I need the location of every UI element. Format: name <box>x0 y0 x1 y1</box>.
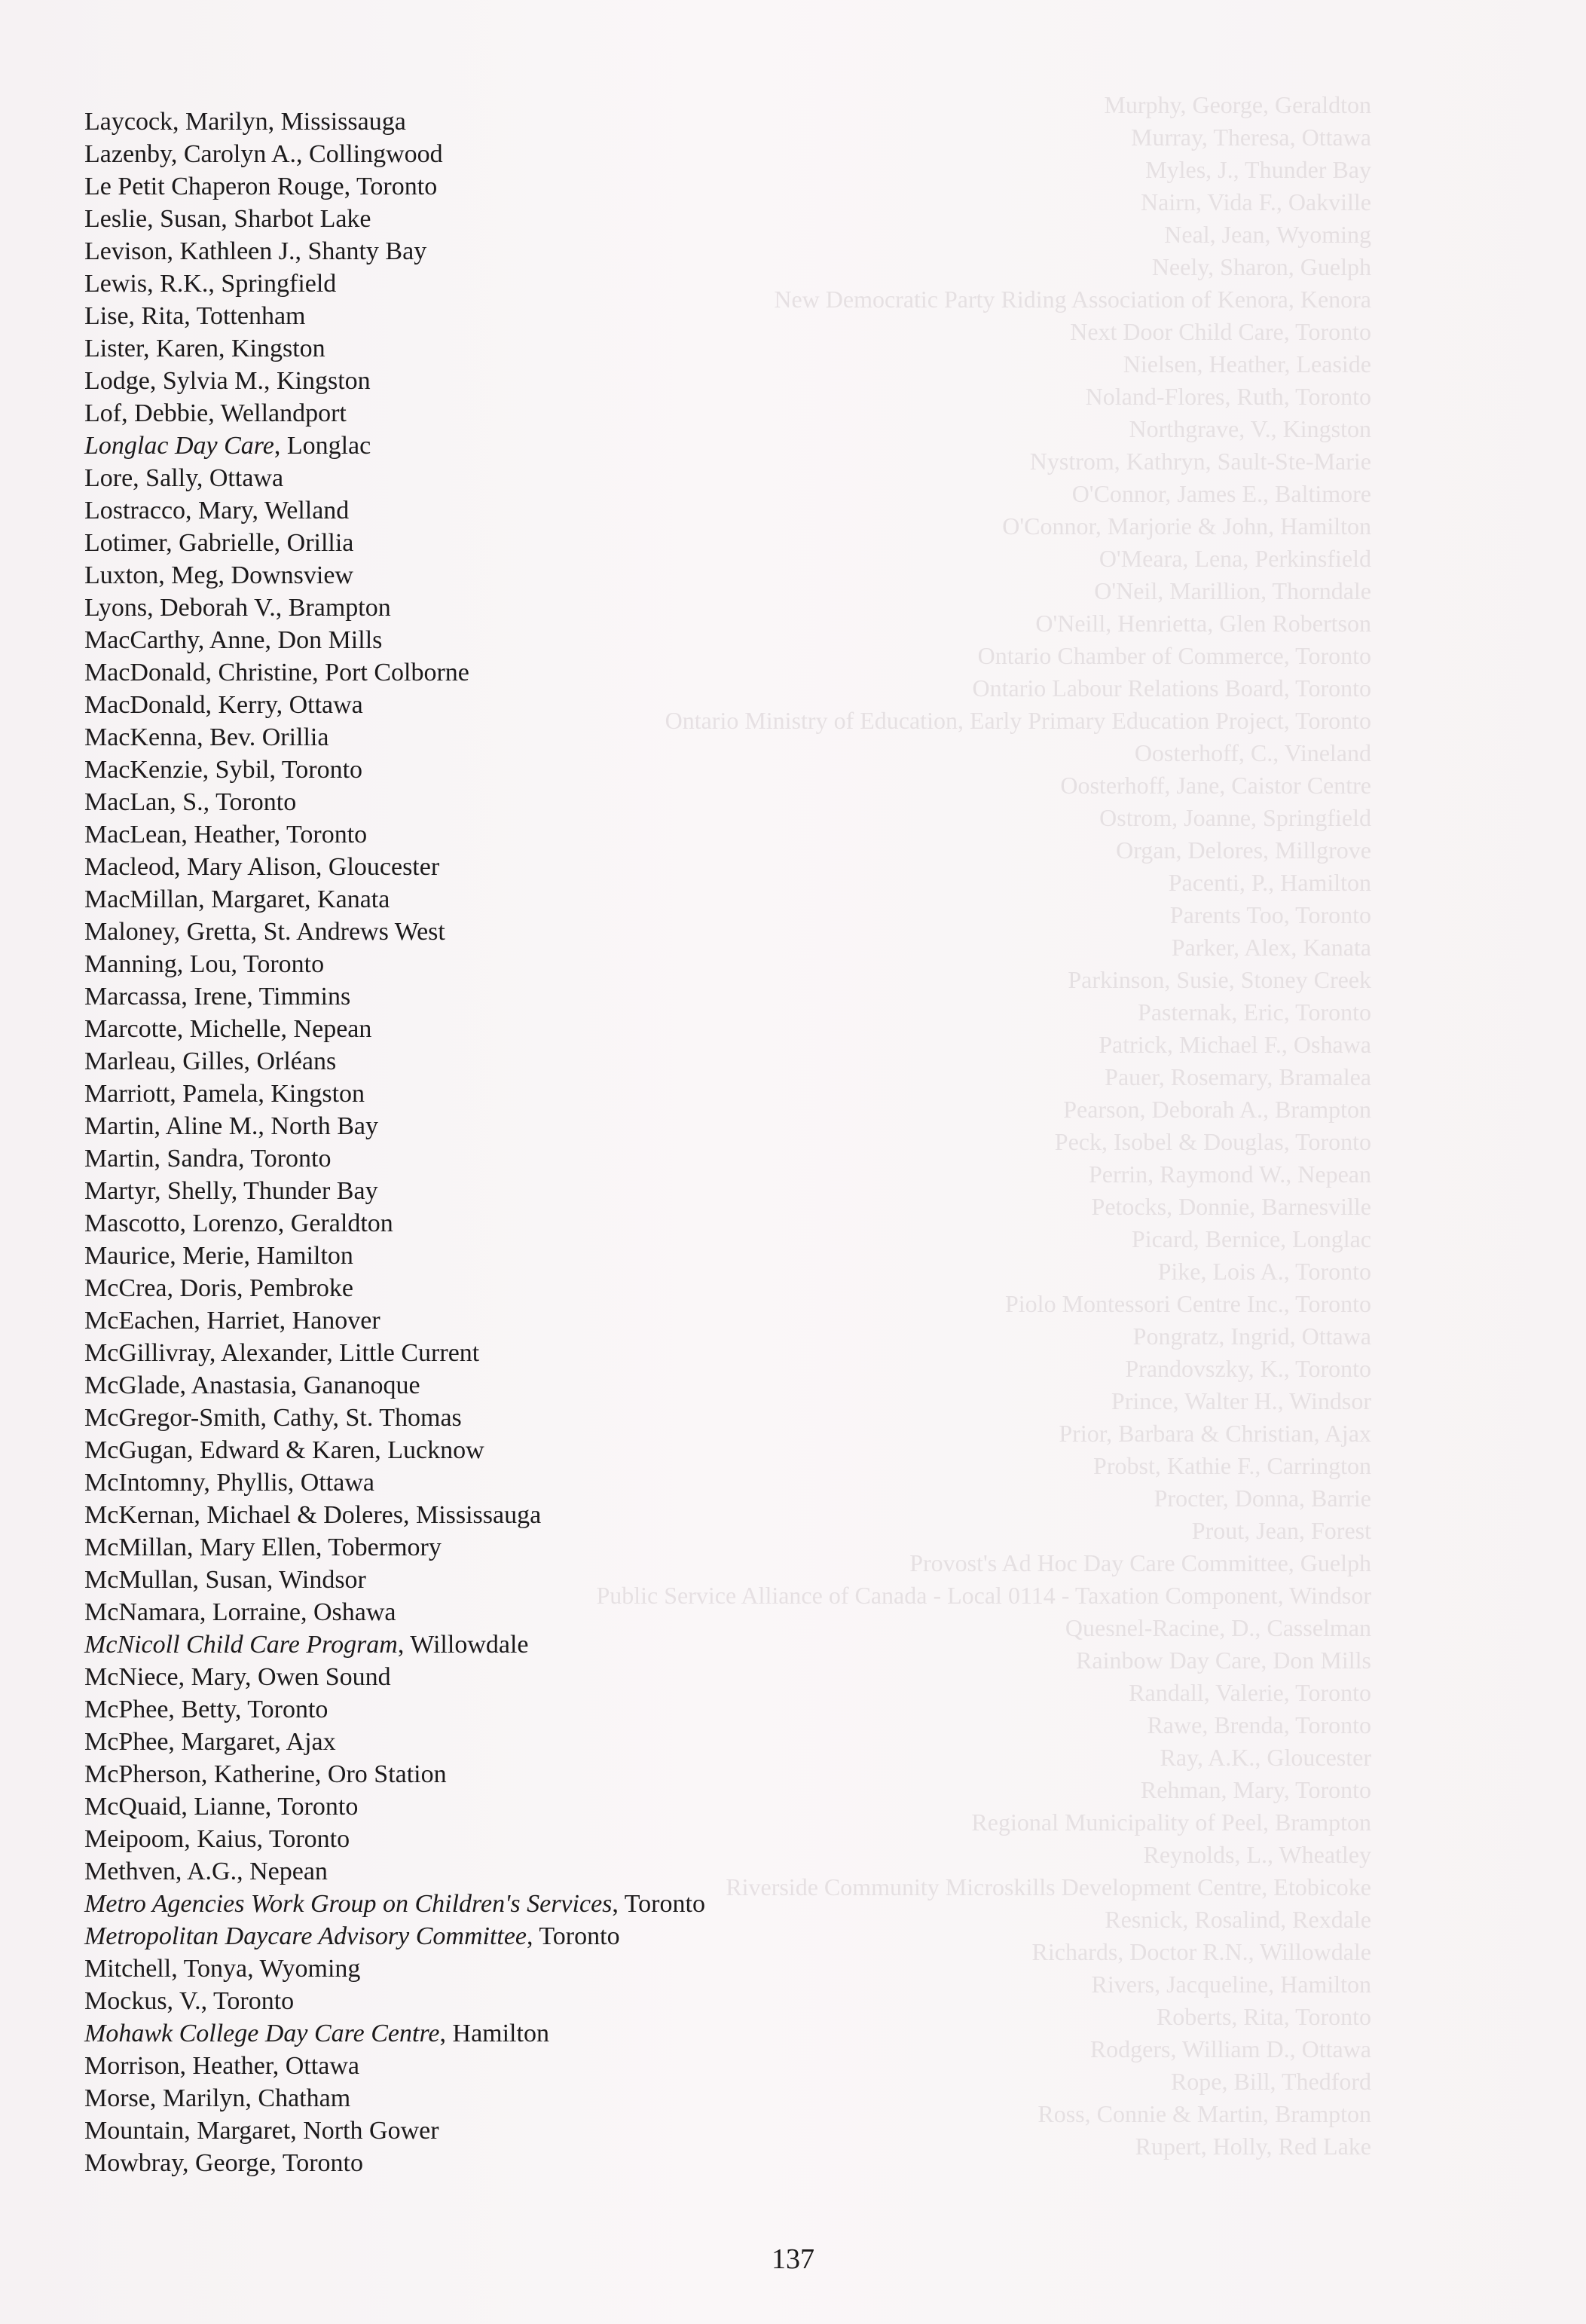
list-item <box>84 1369 853 1402</box>
entry-text: McIntomny, Phyllis, Ottawa <box>84 1469 374 1497</box>
entry-text: Morse, Marilyn, Chatham <box>84 2084 351 2112</box>
bleed-through-line: Peck, Isobel & Douglas, Toronto <box>1054 1128 1371 1155</box>
entry-text: McGregor-Smith, Cathy, St. Thomas <box>84 1404 462 1432</box>
list-item <box>84 2082 853 2115</box>
list-item <box>84 1855 853 1888</box>
list-item <box>84 624 853 656</box>
bleed-through-line: Northgrave, V., Kingston <box>1129 415 1371 442</box>
bleed-through-line: Resnick, Rosalind, Rexdale <box>1105 1906 1371 1933</box>
bleed-through-line: Pasternak, Eric, Toronto <box>1138 998 1371 1026</box>
list-item <box>84 1304 853 1337</box>
name-list <box>84 105 853 2179</box>
list-item <box>84 1142 853 1175</box>
list-item <box>84 365 853 397</box>
list-item <box>84 559 853 592</box>
organization-name: Mohawk College Day Care Centre <box>84 2020 440 2047</box>
organization-name: Metropolitan Daycare Advisory Committee <box>84 1922 527 1950</box>
list-item <box>84 851 853 883</box>
entry-text: Mowbray, George, Toronto <box>84 2149 363 2177</box>
bleed-through-line: Petocks, Donnie, Barnesville <box>1091 1193 1371 1220</box>
bleed-through-line: Ray, A.K., Gloucester <box>1160 1744 1371 1771</box>
entry-text: McPhee, Margaret, Ajax <box>84 1728 336 1756</box>
bleed-through-line: Rawe, Brenda, Toronto <box>1147 1711 1371 1738</box>
bleed-through-line: Pike, Lois A., Toronto <box>1157 1258 1371 1285</box>
bleed-through-line: Organ, Delores, Millgrove <box>1116 836 1371 864</box>
bleed-through-line: Murphy, George, Geraldton <box>1104 91 1371 118</box>
bleed-through-line: Prior, Barbara & Christian, Ajax <box>1059 1420 1371 1447</box>
list-item <box>84 138 853 170</box>
entry-text: Lyons, Deborah V., Brampton <box>84 594 391 622</box>
entry-text: Lodge, Sylvia M., Kingston <box>84 367 371 395</box>
list-item <box>84 2147 853 2179</box>
bleed-through-line: Picard, Bernice, Longlac <box>1131 1225 1371 1252</box>
entry-text: , Longlac <box>274 432 371 460</box>
list-item <box>84 1564 853 1596</box>
bleed-through-line: Provost's Ad Hoc Day Care Committee, Guelph <box>909 1549 1371 1576</box>
bleed-through-line: Pongratz, Ingrid, Ottawa <box>1132 1323 1371 1350</box>
entry-text: Mockus, V., Toronto <box>84 1987 295 2015</box>
list-item <box>84 1596 853 1628</box>
list-item <box>84 1628 853 1661</box>
bleed-through-line: Nielsen, Heather, Leaside <box>1123 350 1371 378</box>
bleed-through-line: Pauer, Rosemary, Bramalea <box>1105 1063 1371 1090</box>
bleed-through-line: Public Service Alliance of Canada - Local 0114 - Taxation Component, Windsor <box>596 1582 1371 1609</box>
list-item <box>84 883 853 916</box>
list-item <box>84 1013 853 1045</box>
bleed-through-line: Rope, Bill, Thedford <box>1170 2068 1371 2095</box>
entry-text: , Toronto <box>612 1890 705 1918</box>
list-item <box>84 203 853 235</box>
bleed-through-line: New Democratic Party Riding Association of Kenora, Kenora <box>774 286 1371 313</box>
entry-text: Maurice, Merie, Hamilton <box>84 1242 353 1270</box>
entry-text: MacMillan, Margaret, Kanata <box>84 885 390 913</box>
list-item <box>84 2050 853 2082</box>
entry-text: Laycock, Marilyn, Mississauga <box>84 108 406 136</box>
list-item <box>84 1790 853 1823</box>
entry-text: McEachen, Harriet, Hanover <box>84 1307 380 1335</box>
list-item <box>84 1693 853 1726</box>
entry-text: Lazenby, Carolyn A., Collingwood <box>84 140 443 168</box>
list-item <box>84 980 853 1013</box>
bleed-through-line: Roberts, Rita, Toronto <box>1156 2003 1371 2030</box>
entry-text: Lise, Rita, Tottenham <box>84 302 306 330</box>
bleed-through-line: Prout, Jean, Forest <box>1191 1517 1371 1544</box>
entry-text: Lore, Sally, Ottawa <box>84 464 284 492</box>
list-item <box>84 818 853 851</box>
list-item <box>84 948 853 980</box>
entry-text: , Hamilton <box>439 2020 549 2047</box>
bleed-through-line: Rainbow Day Care, Don Mills <box>1076 1647 1371 1674</box>
list-item <box>84 1920 853 1952</box>
entry-text: McNiece, Mary, Owen Sound <box>84 1663 391 1691</box>
bleed-through-line: Ostrom, Joanne, Springfield <box>1099 804 1371 831</box>
entry-text: Lister, Karen, Kingston <box>84 335 325 362</box>
entry-text: Mitchell, Tonya, Wyoming <box>84 1955 361 1983</box>
bleed-through-line: Quesnel-Racine, D., Casselman <box>1065 1614 1371 1641</box>
list-item <box>84 1952 853 1985</box>
bleed-through-line: Piolo Montessori Centre Inc., Toronto <box>1004 1290 1371 1317</box>
list-item <box>84 592 853 624</box>
entry-text: McPherson, Katherine, Oro Station <box>84 1760 447 1788</box>
entry-text: Martin, Aline M., North Bay <box>84 1112 379 1140</box>
entry-text: MacDonald, Kerry, Ottawa <box>84 691 363 719</box>
bleed-through-line: Patrick, Michael F., Oshawa <box>1099 1031 1371 1058</box>
list-item <box>84 1272 853 1304</box>
entry-text: Leslie, Susan, Sharbot Lake <box>84 205 371 233</box>
bleed-through-line: Rehman, Mary, Toronto <box>1140 1776 1371 1803</box>
bleed-through-line: Ontario Labour Relations Board, Toronto <box>972 674 1371 702</box>
list-item <box>84 2115 853 2147</box>
entry-text: , Toronto <box>527 1922 620 1950</box>
list-item <box>84 1240 853 1272</box>
bleed-through-line: Randall, Valerie, Toronto <box>1129 1679 1371 1706</box>
bleed-through-line: Prandovszky, K., Toronto <box>1125 1355 1371 1382</box>
entry-text: Marcotte, Michelle, Nepean <box>84 1015 372 1043</box>
bleed-through-line: O'Neill, Henrietta, Glen Robertson <box>1035 610 1371 637</box>
entry-text: , Willowdale <box>397 1631 529 1659</box>
entry-text: McNamara, Lorraine, Oshawa <box>84 1598 396 1626</box>
bleed-through-line: Perrin, Raymond W., Nepean <box>1088 1160 1371 1188</box>
bleed-through-line: Rupert, Holly, Red Lake <box>1135 2133 1371 2160</box>
bleed-through-line: Parker, Alex, Kanata <box>1171 934 1371 961</box>
entry-text: Methven, A.G., Nepean <box>84 1858 328 1885</box>
bleed-through-line: Oosterhoff, Jane, Caistor Centre <box>1060 772 1371 799</box>
entry-text: Marleau, Gilles, Orléans <box>84 1047 337 1075</box>
list-item <box>84 430 853 462</box>
list-item <box>84 1175 853 1207</box>
list-item <box>84 1207 853 1240</box>
list-item <box>84 1434 853 1466</box>
bleed-through-line: Murray, Theresa, Ottawa <box>1131 124 1371 151</box>
list-item <box>84 1402 853 1434</box>
bleed-through-line: Myles, J., Thunder Bay <box>1145 156 1371 183</box>
list-item <box>84 494 853 527</box>
bleed-through-line: Riverside Community Microskills Development Centre, Etobicoke <box>726 1873 1371 1900</box>
bleed-through-line: Noland-Flores, Ruth, Toronto <box>1085 383 1371 410</box>
bleed-through-line: Oosterhoff, C., Vineland <box>1134 739 1371 766</box>
bleed-through-line: Prince, Walter H., Windsor <box>1111 1387 1371 1414</box>
bleed-through-line: Nystrom, Kathryn, Sault-Ste-Marie <box>1029 448 1371 475</box>
list-item <box>84 1661 853 1693</box>
list-item <box>84 527 853 559</box>
list-item <box>84 1823 853 1855</box>
list-item <box>84 786 853 818</box>
bleed-through-line: Probst, Kathie F., Carrington <box>1093 1452 1371 1479</box>
organization-name: Longlac Day Care <box>84 432 274 460</box>
organization-name: Metro Agencies Work Group on Children's Services <box>84 1890 613 1918</box>
list-item <box>84 105 853 138</box>
bleed-through-line: Next Door Child Care, Toronto <box>1070 318 1371 345</box>
entry-text: Martin, Sandra, Toronto <box>84 1145 332 1173</box>
list-item <box>84 2017 853 2050</box>
bleed-through-line: O'Connor, Marjorie & John, Hamilton <box>1002 512 1371 540</box>
bleed-through-line: Reynolds, L., Wheatley <box>1143 1841 1371 1868</box>
entry-text: McCrea, Doris, Pembroke <box>84 1274 353 1302</box>
page-number: 137 <box>772 2243 814 2275</box>
entry-text: McPhee, Betty, Toronto <box>84 1696 329 1723</box>
list-item <box>84 689 853 721</box>
list-item <box>84 1466 853 1499</box>
entry-text: McKernan, Michael & Doleres, Mississauga <box>84 1501 542 1529</box>
bleed-through-line: O'Connor, James E., Baltimore <box>1071 480 1371 507</box>
entry-text: McGugan, Edward & Karen, Lucknow <box>84 1436 484 1464</box>
bleed-through-line: O'Neil, Marillion, Thorndale <box>1094 577 1371 604</box>
list-item <box>84 1758 853 1790</box>
entry-text: Mountain, Margaret, North Gower <box>84 2117 439 2145</box>
list-item <box>84 332 853 365</box>
list-item <box>84 235 853 268</box>
list-item <box>84 462 853 494</box>
organization-name: McNicoll Child Care Program <box>84 1631 398 1659</box>
entry-text: MacKenna, Bev. Orillia <box>84 723 329 751</box>
entry-text: Lotimer, Gabrielle, Orillia <box>84 529 354 557</box>
list-item <box>84 916 853 948</box>
entry-text: Marcassa, Irene, Timmins <box>84 983 351 1011</box>
entry-text: Marriott, Pamela, Kingston <box>84 1080 365 1108</box>
bleed-through-line: Ontario Chamber of Commerce, Toronto <box>977 642 1371 669</box>
bleed-through-line: Neely, Sharon, Guelph <box>1151 253 1371 280</box>
bleed-through-line: Procter, Donna, Barrie <box>1154 1485 1371 1512</box>
list-item <box>84 1078 853 1110</box>
list-item <box>84 300 853 332</box>
list-item <box>84 1726 853 1758</box>
entry-text: McMullan, Susan, Windsor <box>84 1566 366 1594</box>
list-item <box>84 170 853 203</box>
bleed-through-line: Nairn, Vida F., Oakville <box>1141 188 1371 216</box>
list-item <box>84 397 853 430</box>
list-item <box>84 1045 853 1078</box>
list-item <box>84 1888 853 1920</box>
entry-text: Mascotto, Lorenzo, Geraldton <box>84 1209 393 1237</box>
entry-text: MacCarthy, Anne, Don Mills <box>84 626 383 654</box>
entry-text: Lewis, R.K., Springfield <box>84 270 337 298</box>
entry-text: Martyr, Shelly, Thunder Bay <box>84 1177 378 1205</box>
entry-text: Levison, Kathleen J., Shanty Bay <box>84 237 427 265</box>
list-item <box>84 1985 853 2017</box>
list-item <box>84 1337 853 1369</box>
list-item <box>84 721 853 754</box>
entry-text: Lof, Debbie, Wellandport <box>84 399 347 427</box>
entry-text: McGlade, Anastasia, Gananoque <box>84 1371 420 1399</box>
bleed-through-line: Richards, Doctor R.N., Willowdale <box>1031 1938 1371 1965</box>
bleed-through-line: Rivers, Jacqueline, Hamilton <box>1091 1971 1371 1998</box>
bleed-through-line: O'Meara, Lena, Perkinsfield <box>1099 545 1371 572</box>
bleed-through-line: Pacenti, P., Hamilton <box>1168 869 1371 896</box>
list-item <box>84 656 853 689</box>
entry-text: Le Petit Chaperon Rouge, Toronto <box>84 173 438 200</box>
entry-text: MacKenzie, Sybil, Toronto <box>84 756 363 784</box>
entry-text: MacDonald, Christine, Port Colborne <box>84 659 469 686</box>
bleed-through-line: Neal, Jean, Wyoming <box>1164 221 1371 248</box>
entry-text: MacLean, Heather, Toronto <box>84 821 368 849</box>
entry-text: Maloney, Gretta, St. Andrews West <box>84 918 445 946</box>
entry-text: Meipoom, Kaius, Toronto <box>84 1825 350 1853</box>
list-item <box>84 1531 853 1564</box>
list-item <box>84 268 853 300</box>
bleed-through-line: Pearson, Deborah A., Brampton <box>1063 1096 1371 1123</box>
list-item <box>84 1110 853 1142</box>
entry-text: Manning, Lou, Toronto <box>84 950 325 978</box>
entry-text: McMillan, Mary Ellen, Tobermory <box>84 1534 442 1561</box>
entry-text: McGillivray, Alexander, Little Current <box>84 1339 480 1367</box>
bleed-through-line: Rodgers, William D., Ottawa <box>1089 2035 1371 2063</box>
entry-text: Lostracco, Mary, Welland <box>84 497 350 524</box>
entry-text: Morrison, Heather, Ottawa <box>84 2052 359 2080</box>
bleed-through-line: Ontario Ministry of Education, Early Primary Education Project, Toronto <box>665 707 1371 734</box>
list-item <box>84 754 853 786</box>
entry-text: Macleod, Mary Alison, Gloucester <box>84 853 440 881</box>
bleed-through-line: Parents Too, Toronto <box>1169 901 1371 928</box>
bleed-through-line: Parkinson, Susie, Stoney Creek <box>1068 966 1371 993</box>
bleed-through-line: Ross, Connie & Martin, Brampton <box>1037 2100 1371 2127</box>
entry-text: McQuaid, Lianne, Toronto <box>84 1793 359 1821</box>
bleed-through-line: Regional Municipality of Peel, Brampton <box>971 1809 1371 1836</box>
entry-text: Luxton, Meg, Downsview <box>84 561 353 589</box>
list-item <box>84 1499 853 1531</box>
entry-text: MacLan, S., Toronto <box>84 788 297 816</box>
